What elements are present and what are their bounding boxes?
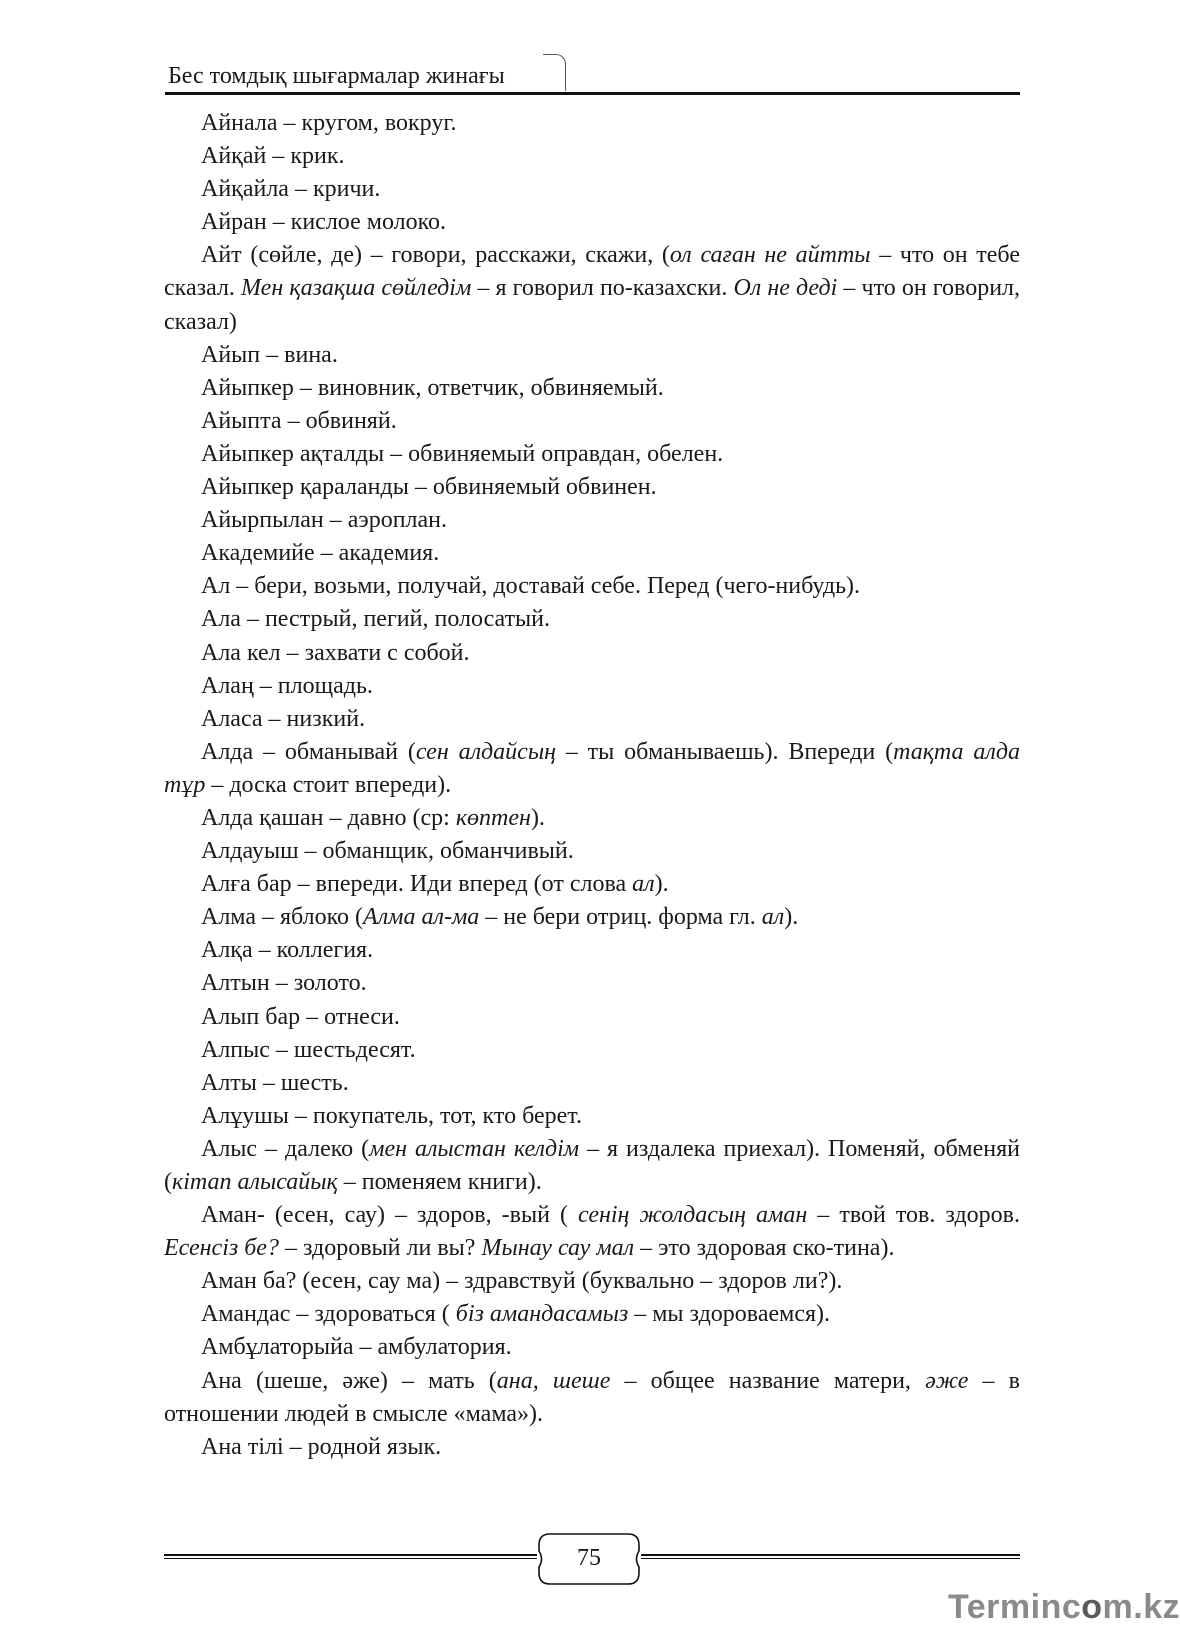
- dictionary-entry: [164, 835, 1020, 868]
- entry-text: Айыпкер ақталды – обвиняемый оправдан, обелен.: [201, 440, 724, 467]
- dictionary-entry: [164, 570, 1020, 603]
- watermark-pre: T: [948, 1588, 967, 1626]
- entry-text: Алда – обманывай (: [201, 738, 416, 765]
- dictionary-entry: [164, 339, 1020, 372]
- entry-text: ).: [784, 904, 799, 931]
- dictionary-entry: [164, 670, 1020, 703]
- dictionary-entry: [164, 1331, 1020, 1364]
- entry-text: Алқа – коллегия.: [201, 937, 374, 964]
- entry-text: – что он тебе сказал.: [164, 242, 1020, 302]
- entry-text: Алпыс – шестьдесят.: [201, 1036, 416, 1063]
- dictionary-entry: [164, 1298, 1020, 1331]
- dictionary-entry: [164, 603, 1020, 636]
- entry-text: – ты обманываешь). Впереди (: [555, 738, 894, 765]
- dictionary-entry: [164, 1431, 1020, 1464]
- watermark-post: m.kz: [1102, 1588, 1180, 1626]
- entry-text: ).: [530, 804, 545, 831]
- dictionary-entry: [164, 1001, 1020, 1034]
- dictionary-entry: [164, 471, 1020, 504]
- entry-text: Алаң – площадь.: [201, 672, 373, 699]
- entry-example-italic: көптен: [455, 804, 531, 831]
- dictionary-entry: [164, 438, 1020, 471]
- entry-text: Амбұлаторыйа – амбулатория.: [201, 1334, 512, 1361]
- entry-example-italic: ал: [761, 904, 785, 931]
- entry-text: Айырпылан – аэроплан.: [201, 507, 448, 534]
- entry-example-italic: Ол не деді: [733, 275, 838, 302]
- entry-example-italic: біз амандасамыз: [455, 1301, 629, 1328]
- entry-text: Айып – вина.: [201, 341, 338, 368]
- dictionary-entry: [164, 537, 1020, 570]
- dictionary-entry: [164, 1034, 1020, 1067]
- running-header: [165, 52, 1020, 96]
- entry-text: – что он говорил, сказал): [164, 275, 1021, 335]
- entry-text: Айыпта – обвиняй.: [201, 407, 397, 434]
- entry-text: ).: [654, 871, 669, 898]
- entry-text: – в отношении людей в смысле «мама»).: [164, 1367, 1020, 1427]
- entry-text: Айран – кислое молоко.: [201, 209, 447, 236]
- book-title: Бес томдық шығармалар жинағы: [168, 63, 505, 89]
- entry-text: Аман- (есен, сау) – здоров, -вый (: [201, 1202, 578, 1229]
- entry-text: Ала – пестрый, пегий, полосатый.: [201, 606, 551, 633]
- dictionary-entry: [164, 372, 1020, 405]
- entry-text: – не бери отриц. форма гл.: [479, 904, 762, 931]
- entry-text: Ана тілі – родной язык.: [201, 1433, 442, 1460]
- entry-text: Алға бар – впереди. Иди вперед (от слова: [201, 871, 633, 898]
- dictionary-entry: [164, 934, 1020, 967]
- entry-text: Ала кел – захвати с собой.: [201, 639, 470, 666]
- dictionary-entry: [164, 703, 1020, 736]
- entry-text: – общее название матери,: [610, 1367, 926, 1394]
- entry-text: Айыпкер қараланды – обвиняемый обвинен.: [201, 474, 657, 501]
- entry-text: Алдауыш – обманщик, обманчивый.: [201, 838, 574, 865]
- watermark-logo: [948, 1588, 1180, 1627]
- dictionary-entry: [164, 802, 1020, 835]
- entry-text: – доска стоит впереди).: [205, 771, 452, 798]
- dictionary-entry: [164, 868, 1020, 901]
- dictionary-entry: [164, 504, 1020, 537]
- entry-example-italic: Мынау сау мал: [481, 1235, 635, 1262]
- footer-rule-left: [164, 1554, 537, 1559]
- entry-text: Алтын – золото.: [201, 970, 367, 997]
- page-number: 75: [577, 1545, 601, 1571]
- entry-text: Айыпкер – виновник, ответчик, обвиняемый.: [201, 374, 664, 401]
- entry-example-italic: кітап алысайық: [172, 1169, 338, 1195]
- dictionary-entry: [164, 107, 1020, 140]
- entry-text: Ана (шеше, әже) – мать (: [201, 1367, 497, 1394]
- termincom-watermark: [948, 1582, 1180, 1628]
- entry-text: – я издалека приехал). Поменяй, обменяй (: [164, 1135, 1020, 1195]
- header-rule: [165, 92, 1020, 95]
- entry-example-italic: Есенсіз бе?: [164, 1235, 279, 1262]
- entry-text: – здоровый ли вы?: [278, 1235, 482, 1262]
- entry-text: Айқай – крик.: [201, 143, 345, 170]
- entry-text: Алұушы – покупатель, тот, кто берет.: [201, 1102, 582, 1129]
- dictionary-entry: [164, 637, 1020, 670]
- dictionary-entry: [164, 173, 1020, 206]
- entry-text: – поменяем книги).: [337, 1169, 542, 1195]
- page-number-frame: [536, 1531, 642, 1587]
- entry-text: Ал – бери, возьми, получай, доставай себе. Перед (чего-нибудь).: [201, 573, 861, 600]
- watermark-mid: erminc: [966, 1588, 1082, 1626]
- dictionary-entry: [164, 140, 1020, 173]
- dictionary-entry: [164, 736, 1020, 802]
- entry-example-italic: тақта алда тұр: [164, 738, 1020, 798]
- entry-text: Алма – яблоко (: [201, 904, 364, 931]
- entry-example-italic: сенің жолдасың аман: [577, 1202, 808, 1229]
- dictionary-entry: [164, 1067, 1020, 1100]
- entry-text: Айқайла – кричи.: [201, 176, 381, 203]
- entry-text: Алыс – далеко (: [201, 1135, 370, 1162]
- dictionary-entry: [164, 1265, 1020, 1298]
- entry-text: Алты – шесть.: [201, 1069, 349, 1096]
- dictionary-entry: [164, 901, 1020, 934]
- entry-text: – мы здороваемся).: [628, 1301, 830, 1328]
- dictionary-entry: [164, 967, 1020, 1000]
- page-footer: [164, 1530, 1020, 1590]
- entry-example-italic: ол саған не айтты: [669, 242, 871, 269]
- header-tab-decoration: [543, 54, 566, 91]
- entry-example-italic: ана, шеше: [496, 1367, 611, 1394]
- entry-text: – это здоровая ско-тина).: [634, 1235, 895, 1262]
- watermark-hl: o: [1081, 1588, 1103, 1626]
- dictionary-body: [164, 107, 1020, 1464]
- entry-example-italic: мен алыстан келдім: [369, 1135, 580, 1162]
- entry-text: Амандас – здороваться (: [201, 1301, 456, 1328]
- entry-text: – я говорил по-казахски.: [471, 275, 734, 302]
- dictionary-entry: [164, 1365, 1020, 1431]
- entry-text: Айт (сөйле, де) – говори, расскажи, скажи, (: [201, 242, 670, 269]
- entry-example-italic: сен алдайсың: [415, 738, 556, 765]
- entry-example-italic: Алма ал-ма: [363, 904, 480, 931]
- entry-text: Академийе – академия.: [201, 540, 440, 567]
- entry-text: Аман ба? (есен, сау ма) – здравствуй (буквально – здоров ли?).: [201, 1268, 843, 1295]
- dictionary-entry: [164, 206, 1020, 239]
- entry-text: Алда қашан – давно (ср:: [201, 804, 456, 831]
- dictionary-entry: [164, 1100, 1020, 1133]
- dictionary-entry: [164, 1133, 1020, 1199]
- dictionary-entry: [164, 405, 1020, 438]
- entry-example-italic: ал: [632, 871, 655, 898]
- dictionary-entry: [164, 1199, 1020, 1265]
- footer-rule-right: [641, 1554, 1020, 1559]
- entry-text: Аласа – низкий.: [201, 705, 366, 732]
- entry-example-italic: әже: [925, 1367, 969, 1394]
- entry-text: Алып бар – отнеси.: [201, 1003, 400, 1030]
- dictionary-entry: [164, 239, 1020, 338]
- entry-example-italic: Мен қазақша сөйледім: [241, 275, 472, 302]
- entry-text: – твой тов. здоров.: [807, 1202, 1020, 1229]
- entry-text: Айнала – кругом, вокруг.: [201, 110, 457, 136]
